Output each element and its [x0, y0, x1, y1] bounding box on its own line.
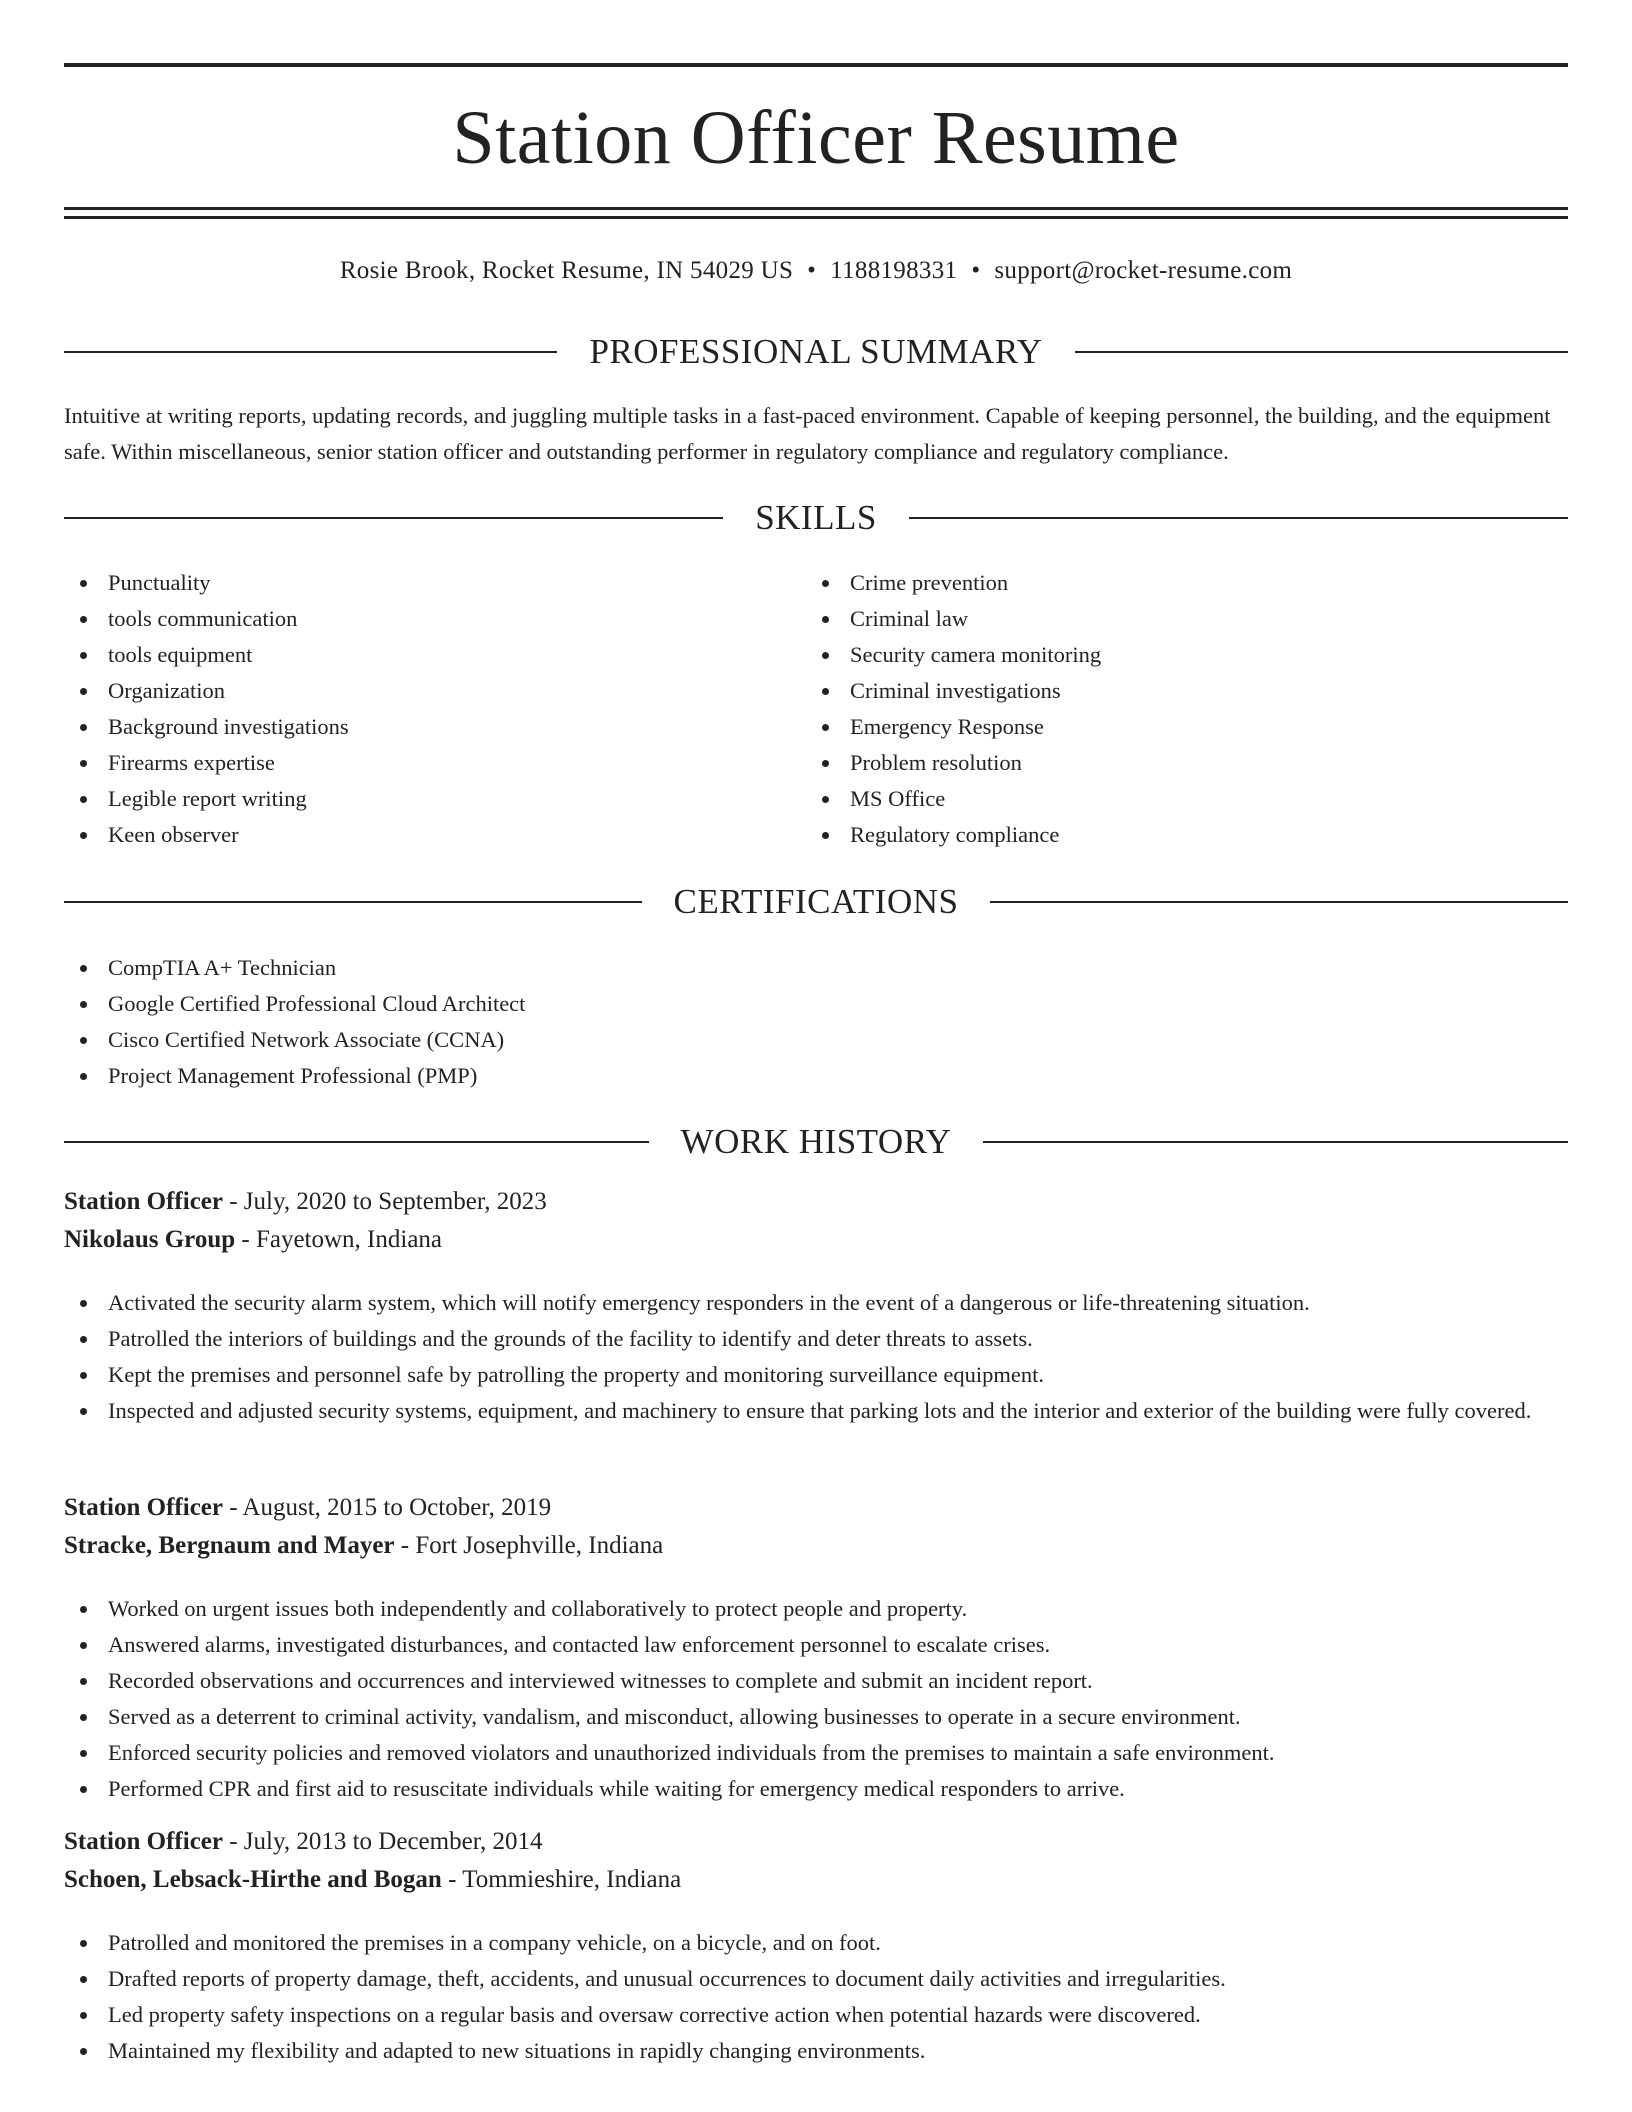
certification-item: Project Management Professional (PMP) — [64, 1058, 1568, 1094]
skills-list-left — [64, 565, 804, 853]
certification-item: Google Certified Professional Cloud Architect — [64, 986, 1568, 1022]
job-bullet: Enforced security policies and removed violators and unauthorized individuals from the premises to maintain a safe environment. — [64, 1735, 1568, 1771]
heading-rule-right — [909, 517, 1568, 519]
header-double-rule-upper — [64, 207, 1568, 210]
job-title: Station Officer — [64, 1188, 223, 1215]
job-bullets — [64, 1925, 1568, 2069]
skill-item: Criminal law — [806, 601, 1546, 637]
job-bullet: Served as a deterrent to criminal activity, vandalism, and misconduct, allowing businesses to operate in a secure environment. — [64, 1699, 1568, 1735]
job-company: Nikolaus Group — [64, 1226, 236, 1253]
contact-email: support@rocket-resume.com — [994, 257, 1293, 284]
section-heading-skills — [64, 496, 1568, 540]
contact-address: Rosie Brook, Rocket Resume, IN 54029 US — [339, 257, 794, 284]
resume-title: Station Officer Resume — [452, 96, 1180, 180]
job-bullet: Recorded observations and occurrences and interviewed witnesses to complete and submit an incident report. — [64, 1663, 1568, 1699]
job-bullet: Patrolled and monitored the premises in a company vehicle, on a bicycle, and on foot. — [64, 1925, 1568, 1961]
job-bullet: Maintained my flexibility and adapted to new situations in rapidly changing environments. — [64, 2033, 1568, 2069]
job-location: - Tommieshire, Indiana — [448, 1866, 682, 1893]
skill-item: Organization — [64, 673, 804, 709]
certifications-list — [64, 950, 1568, 1094]
section-title: CERTIFICATIONS — [673, 882, 959, 921]
job-bullets — [64, 1591, 1568, 1807]
job-company-line — [64, 1221, 1568, 1259]
heading-rule-right — [990, 901, 1568, 903]
section-title: WORK HISTORY — [680, 1122, 952, 1161]
job-bullet: Answered alarms, investigated disturbances, and contacted law enforcement personnel to escalate crises. — [64, 1627, 1568, 1663]
section-title: PROFESSIONAL SUMMARY — [589, 332, 1043, 371]
job-bullet: Led property safety inspections on a regular basis and oversaw corrective action when potential hazards were discovered. — [64, 1997, 1568, 2033]
job-dates: - July, 2020 to September, 2023 — [229, 1188, 547, 1215]
skill-item: Keen observer — [64, 817, 804, 853]
summary-text: Intuitive at writing reports, updating records, and juggling multiple tasks in a fast-paced environment. Capable of keeping personnel, the building, and the equipment safe. Within miscellaneous, senior station officer and outstanding performer in regulatory compliance and regulatory compliance. — [64, 403, 1551, 464]
heading-rule-right — [1075, 351, 1568, 353]
heading-rule-right — [983, 1141, 1568, 1143]
job-bullet: Activated the security alarm system, which will notify emergency responders in the event of a dangerous or life-threatening situation. — [64, 1285, 1568, 1321]
heading-rule-left — [64, 1141, 649, 1143]
job-location: - Fort Josephville, Indiana — [400, 1532, 664, 1559]
job-company: Schoen, Lebsack-Hirthe and Bogan — [64, 1866, 442, 1893]
job-bullet: Inspected and adjusted security systems, equipment, and machinery to ensure that parking lots and the interior and exterior of the building were fully covered. — [64, 1393, 1568, 1429]
skill-item: Legible report writing — [64, 781, 804, 817]
job-bullets — [64, 1285, 1568, 1429]
job-location: - Fayetown, Indiana — [241, 1226, 443, 1253]
skill-item: Firearms expertise — [64, 745, 804, 781]
skill-item: Punctuality — [64, 565, 804, 601]
certification-item: CompTIA A+ Technician — [64, 950, 1568, 986]
heading-rule-left — [64, 351, 557, 353]
job-dates: - August, 2015 to October, 2019 — [229, 1494, 552, 1521]
job-title-line — [64, 1183, 1568, 1221]
job-bullet: Kept the premises and personnel safe by patrolling the property and monitoring surveillance equipment. — [64, 1357, 1568, 1393]
skills-list-right — [806, 565, 1546, 853]
skill-item: tools communication — [64, 601, 804, 637]
section-title: SKILLS — [755, 498, 877, 537]
job-title-line — [64, 1823, 1568, 1861]
job-dates: - July, 2013 to December, 2014 — [229, 1828, 543, 1855]
job-title: Station Officer — [64, 1828, 223, 1855]
skill-item: Crime prevention — [806, 565, 1546, 601]
section-heading-summary — [64, 330, 1568, 374]
job-bullet: Worked on urgent issues both independently and collaboratively to protect people and property. — [64, 1591, 1568, 1627]
skill-item: Criminal investigations — [806, 673, 1546, 709]
skill-item: Emergency Response — [806, 709, 1546, 745]
contact-phone: 1188198331 — [830, 257, 958, 284]
job-bullet: Performed CPR and first aid to resuscitate individuals while waiting for emergency medical responders to arrive. — [64, 1771, 1568, 1807]
job-bullet: Drafted reports of property damage, theft, accidents, and unusual occurrences to document daily activities and irregularities. — [64, 1961, 1568, 1997]
contact-separator: • — [971, 257, 981, 284]
skill-item: Regulatory compliance — [806, 817, 1546, 853]
job-company-line — [64, 1527, 1568, 1565]
skill-item: Security camera monitoring — [806, 637, 1546, 673]
header-top-rule — [64, 63, 1568, 67]
contact-separator: • — [807, 257, 817, 284]
skill-item: Background investigations — [64, 709, 804, 745]
job-company: Stracke, Bergnaum and Mayer — [64, 1532, 395, 1559]
skill-item: Problem resolution — [806, 745, 1546, 781]
job-title-line — [64, 1489, 1568, 1527]
contact-line — [64, 253, 1568, 289]
job-company-line — [64, 1861, 1568, 1899]
job-bullet: Patrolled the interiors of buildings and the grounds of the facility to identify and deter threats to assets. — [64, 1321, 1568, 1357]
header-double-rule-lower — [64, 216, 1568, 219]
heading-rule-left — [64, 517, 723, 519]
section-heading-certifications — [64, 880, 1568, 924]
skill-item: MS Office — [806, 781, 1546, 817]
job-title: Station Officer — [64, 1494, 223, 1521]
certification-item: Cisco Certified Network Associate (CCNA) — [64, 1022, 1568, 1058]
skill-item: tools equipment — [64, 637, 804, 673]
heading-rule-left — [64, 901, 642, 903]
section-heading-work-history — [64, 1120, 1568, 1164]
